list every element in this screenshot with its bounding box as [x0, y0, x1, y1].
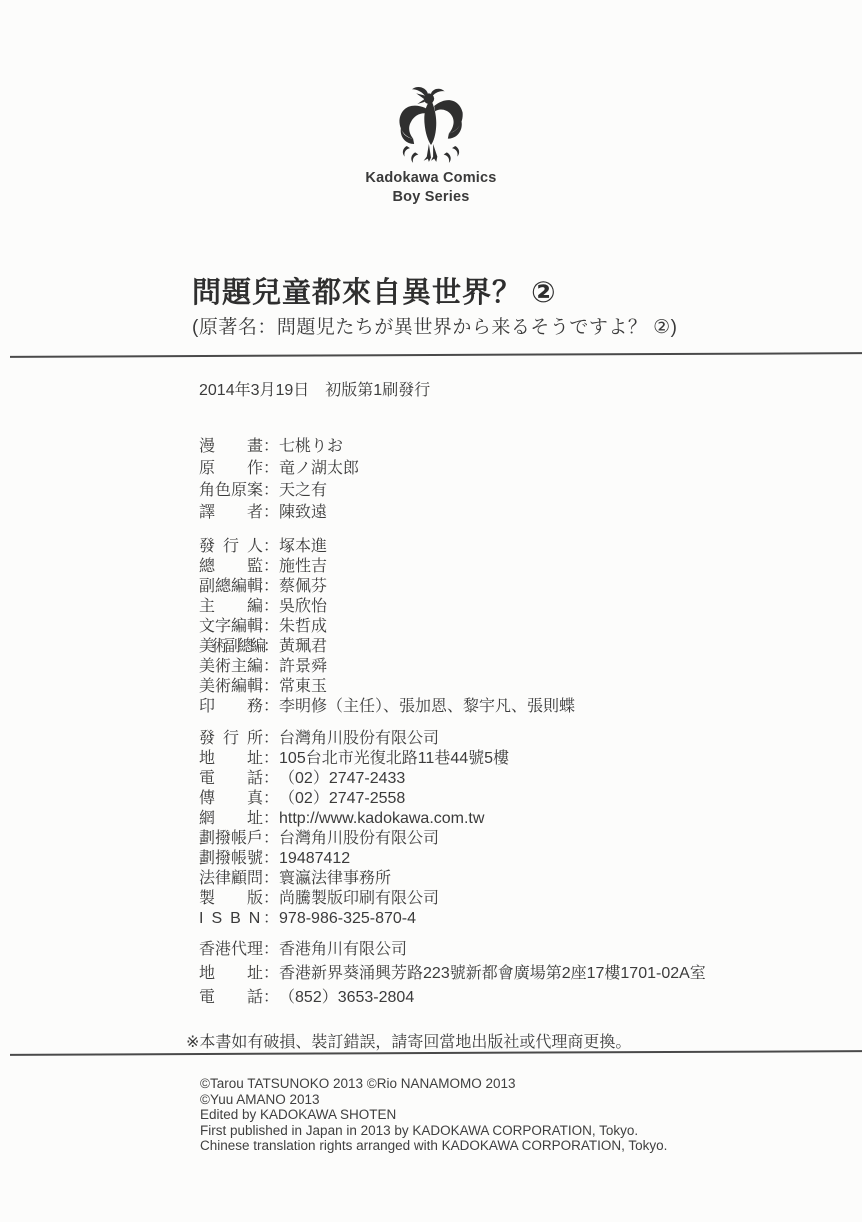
field-colon: ： — [263, 460, 280, 477]
damage-notice: ※本書如有破損、裝訂錯誤，請寄回當地出版社或代理商更換。 — [186, 1034, 632, 1051]
field-value: 台灣角川股份有限公司 — [279, 830, 440, 847]
copyright-line: First published in Japan in 2013 by KADOKAWA CORPORATION, Tokyo. — [200, 1122, 639, 1138]
credits-section — [199, 436, 359, 524]
field-colon: ： — [263, 730, 280, 747]
brand-line-2: Boy Series — [392, 189, 470, 205]
field-colon: ： — [263, 504, 280, 521]
field-label: 角色原案 — [199, 482, 264, 499]
field-label: 發 行 所 — [199, 730, 264, 747]
colophon-row — [199, 458, 359, 480]
colophon-row — [199, 677, 575, 697]
field-colon: ： — [263, 810, 280, 827]
field-colon: ： — [263, 698, 280, 715]
field-colon: ： — [263, 770, 280, 787]
field-value: http://www.kadokawa.com.tw — [279, 810, 485, 827]
colophon-row — [199, 749, 509, 769]
field-label: 文字編輯 — [199, 618, 264, 635]
field-value: 李明修（主任）、張加恩、黎宇凡、張則蝶 — [279, 698, 576, 715]
staff-section — [199, 537, 575, 717]
field-label: 漫 畫 — [199, 438, 264, 455]
field-label: 傳 真 — [199, 790, 264, 807]
field-colon: ： — [263, 558, 280, 575]
field-colon: ： — [263, 678, 280, 695]
field-label: 主 編 — [199, 598, 264, 615]
field-label: 譯 者 — [199, 504, 264, 521]
field-colon: ： — [263, 790, 280, 807]
brand-line-1: Kadokawa Comics — [365, 170, 497, 186]
field-label: 美術副總編 — [199, 638, 264, 655]
colophon-row — [199, 869, 509, 889]
field-value: 天之有 — [279, 482, 328, 499]
field-label: 劃撥帳號 — [199, 850, 264, 867]
field-value: 黃珮君 — [279, 638, 328, 655]
field-label: 美術編輯 — [199, 678, 264, 695]
hk-agent-section — [199, 938, 706, 1010]
field-value: 寰瀛法律事務所 — [279, 870, 392, 887]
field-value: （02）2747-2433 — [279, 770, 406, 787]
field-value: 七桃りお — [279, 438, 344, 455]
field-label: 原 作 — [199, 460, 264, 477]
copyright-line: ©Tarou TATSUNOKO 2013 ©Rio NANAMOMO 2013 — [200, 1076, 516, 1091]
field-colon: ： — [263, 750, 280, 767]
colophon-row — [199, 480, 359, 502]
field-colon: ： — [263, 830, 280, 847]
kadokawa-phoenix-icon — [396, 85, 466, 165]
field-label: 副總編輯 — [199, 578, 264, 595]
publisher-logo — [0, 85, 862, 170]
colophon-row — [199, 729, 509, 749]
field-label: I S B N — [199, 910, 261, 927]
field-value: 常東玉 — [279, 678, 328, 695]
field-colon: ： — [263, 438, 280, 455]
field-value: 香港角川有限公司 — [279, 941, 408, 958]
field-colon: ： — [263, 890, 280, 907]
field-label: 香港代理 — [199, 941, 264, 958]
colophon-row — [199, 557, 575, 577]
field-colon: ： — [263, 638, 280, 655]
book-title: 問題兒童都來自異世界？ ② — [192, 277, 557, 309]
colophon-row — [199, 436, 359, 458]
field-colon: ： — [263, 941, 280, 958]
field-value: 尚騰製版印刷有限公司 — [279, 890, 440, 907]
field-label: 地 址 — [199, 750, 264, 767]
field-value: （852）3653-2804 — [279, 989, 415, 1006]
field-value: 竜ノ湖太郎 — [279, 460, 360, 477]
colophon-row — [199, 769, 509, 789]
colophon-row — [199, 889, 509, 909]
colophon-row — [199, 597, 575, 617]
field-colon: ： — [263, 910, 280, 927]
field-colon: ： — [263, 618, 280, 635]
colophon-row — [199, 909, 509, 929]
field-value: 香港新界葵涌興芳路223號新都會廣場第2座17樓1701-02A室 — [279, 965, 706, 982]
field-value: 蔡佩芬 — [279, 578, 328, 595]
field-label: 美術主編 — [199, 658, 264, 675]
divider-top — [10, 352, 862, 358]
colophon-row — [199, 657, 575, 677]
field-value: 吳欣怡 — [279, 598, 328, 615]
colophon-row — [199, 577, 575, 597]
field-label: 網 址 — [199, 810, 264, 827]
field-colon: ： — [263, 538, 280, 555]
colophon-row — [199, 962, 706, 986]
field-label: 總 監 — [199, 558, 264, 575]
colophon-row — [199, 938, 706, 962]
publisher-section — [199, 729, 509, 929]
field-colon: ： — [263, 870, 280, 887]
field-value: 105台北市光復北路11巷44號5樓 — [279, 750, 510, 767]
colophon-row — [199, 986, 706, 1010]
copyright-line: ©Yuu AMANO 2013 — [200, 1091, 320, 1107]
field-label: 電 話 — [199, 989, 264, 1006]
field-label: 地 址 — [199, 965, 264, 982]
colophon-row — [199, 697, 575, 717]
field-label: 劃撥帳戶 — [199, 830, 264, 847]
field-colon: ： — [263, 850, 280, 867]
colophon-row — [199, 617, 575, 637]
field-value: 朱哲成 — [279, 618, 328, 635]
field-colon: ： — [263, 578, 280, 595]
field-colon: ： — [263, 658, 280, 675]
field-colon: ： — [263, 598, 280, 615]
field-colon: ： — [263, 482, 280, 499]
colophon-row — [199, 637, 575, 657]
colophon-row — [199, 849, 509, 869]
field-colon: ： — [263, 965, 280, 982]
copyright-line: Chinese translation rights arranged with KADOKAWA CORPORATION, Tokyo. — [200, 1138, 668, 1153]
colophon-row — [199, 502, 359, 524]
field-value: 許景舜 — [279, 658, 328, 675]
field-value: 978-986-325-870-4 — [279, 910, 417, 927]
field-value: 施性吉 — [279, 558, 328, 575]
original-title: (原著名：問題児たちが異世界から来るそうですよ？ ②) — [192, 317, 678, 338]
field-value: （02）2747-2558 — [279, 790, 406, 807]
field-label: 電 話 — [199, 770, 264, 787]
edition-date: 2014年3月19日 初版第1刷發行 — [199, 382, 431, 399]
colophon-row — [199, 537, 575, 557]
field-value: 陳致遠 — [279, 504, 328, 521]
copyright-line: Edited by KADOKAWA SHOTEN — [200, 1107, 397, 1122]
field-label: 法律顧問 — [199, 870, 264, 887]
colophon-row — [199, 789, 509, 809]
field-value: 19487412 — [279, 850, 351, 867]
field-label: 印 務 — [199, 698, 264, 715]
colophon-row — [199, 809, 509, 829]
copyright-block — [200, 1076, 667, 1154]
field-value: 台灣角川股份有限公司 — [279, 730, 440, 747]
colophon-row — [199, 829, 509, 849]
field-label: 製 版 — [199, 890, 264, 907]
field-value: 塚本進 — [279, 538, 328, 555]
field-label: 發 行 人 — [199, 538, 264, 555]
field-colon: ： — [263, 989, 280, 1006]
